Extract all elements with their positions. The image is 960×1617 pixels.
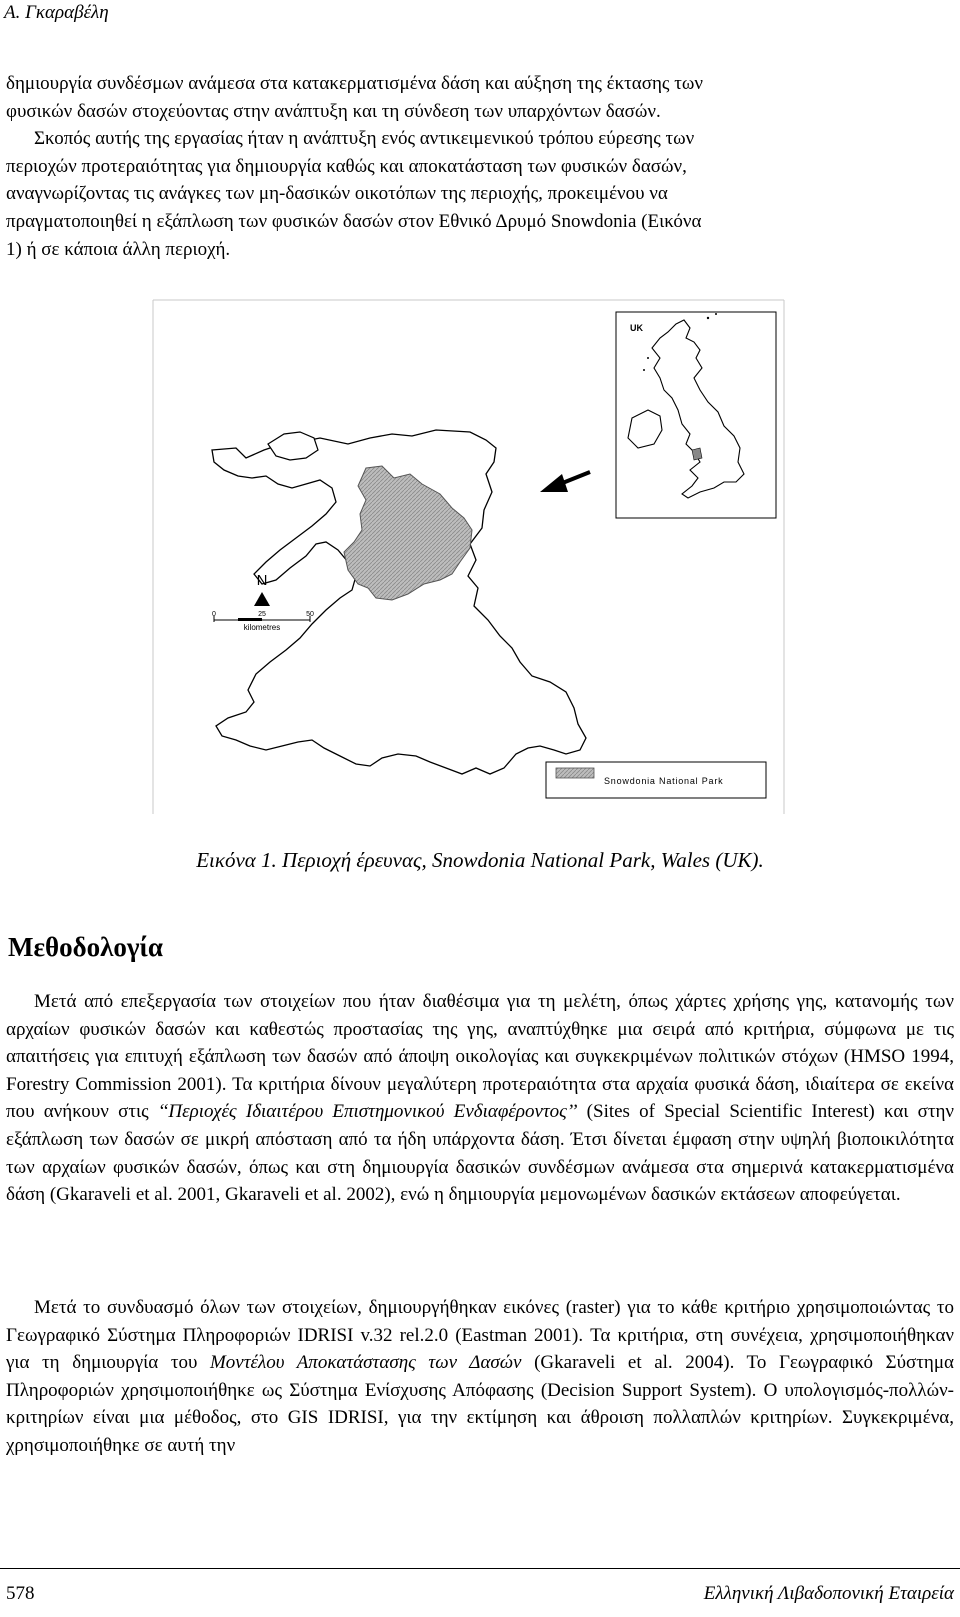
figure-caption: Εικόνα 1. Περιοχή έρευνας, Snowdonia National Park, Wales (UK). bbox=[196, 848, 764, 872]
section-title: Μεθοδολογία bbox=[8, 932, 163, 962]
italic-term: Μοντέλου Αποκατάστασης των Δασών bbox=[209, 1352, 522, 1374]
map-legend bbox=[546, 762, 766, 798]
footer-rule bbox=[0, 1568, 960, 1569]
scale-unit: kilometres bbox=[243, 623, 281, 632]
intro-line: αναγνωρίζοντας τις ανάγκες των μη-δασικών οικοτόπων της περιοχής, προκειμένου να bbox=[6, 183, 668, 205]
methodology-paragraph-1 bbox=[6, 988, 954, 1209]
intro-line: Σκοπός αυτής της εργασίας ήταν η ανάπτυξη ενός αντικειμενικού τρόπου εύρεσης των bbox=[34, 128, 695, 150]
legend-label: Snowdonia National Park bbox=[604, 776, 724, 786]
north-label: N bbox=[256, 572, 268, 589]
scale-tick-25: 25 bbox=[258, 611, 266, 618]
text-run: Μετά από επεξεργασία των στοιχείων που ήταν διαθέσιμα για τη μελέτη, όπως χάρτες χρήσης γης, κατανομής των αρχαίων φυσικών δασών και καθεστώς προστασίας της γης, αναπτύχθηκε μια σειρά από κριτήρια, σύμφωνα με τις απαιτήσεις για επιτυχή εξάπλωση των δασών από άποψη οικολογίας και συγκεκριμένων πολιτικών στόχων (HMSO 1994, Forestry Commission 2001). Τα κριτήρια δίνουν μεγαλύτερη προτεραιότητα στα αρχαία φυσικά δάση, ιδιαίτερα σε εκείνα που ανήκουν στις bbox=[6, 991, 954, 1123]
text-run: Μετά το συνδυασμό όλων των στοιχείων, δημιουργήθηκαν εικόνες (raster) για το κάθε κριτήριο χρησιμοποιώντας το Γεωγραφικό Σύστημα Πληροφοριών IDRISI v.32 rel.2.0 (Eastman 2001). Τα κριτήρια, στη συνέχεια, χρησιμοποιήθηκαν για τη δημιουργία του bbox=[6, 1297, 954, 1374]
text-run: (Sites of Special Scientific Interest) και στην εξάπλωση των δασών σε μικρή απόσταση από τα ήδη υπάρχοντα δάση. Έτσι δίνεται έμφαση στην υψηλή βιοποικιλότητα των αρχαίων φυσικών δασών, όπως και στη δημιουργία δασικών συνδέσμων ανάμεσα στα σημερινά κατακερματισμένα δάση (Gkaraveli et al. 2001, Gkaraveli et al. 2002), ενώ η δημιουργία μεμονωμένων δασικών εκτάσεων αποφεύγεται. bbox=[6, 1101, 955, 1206]
intro-paragraph bbox=[6, 70, 954, 263]
scale-tick-50: 50 bbox=[306, 611, 314, 618]
intro-line: περιοχών προτεραιότητας για δημιουργία καθώς και αποκατάσταση των φυσικών δασών, bbox=[6, 155, 687, 177]
methodology-paragraph-2 bbox=[6, 1294, 954, 1460]
page-number: 578 bbox=[6, 1583, 35, 1604]
north-arrow-icon bbox=[254, 592, 270, 606]
study-area-map bbox=[0, 298, 960, 838]
intro-line: πραγματοποιηθεί η εξάπλωση των φυσικών δασών στον Εθνικό Δρυμό Snowdonia (Εικόνα bbox=[6, 210, 702, 232]
intro-line: 1) ή σε κάποια άλλη περιοχή. bbox=[6, 238, 231, 260]
legend-swatch bbox=[556, 768, 594, 778]
footer-society: Ελληνική Λιβαδοπονική Εταιρεία bbox=[703, 1583, 954, 1604]
text-run: (Gkaraveli et al. 2004). Το Γεωγραφικό Σύστημα Πληροφοριών χρησιμοποιήθηκε ως Σύστημα Ενίσχυσης Απόφασης (Decision Support System). Ο υπολογισμός-πολλών-κριτηρίων είναι μια μέθοδος, στο GIS IDRISI, για την εκτίμηση και άθροιση πολλαπλών κριτηρίων. Συγκεκριμένα, χρησιμοποιήθηκε σε αυτή την bbox=[6, 1352, 954, 1456]
intro-line: δημιουργία συνδέσμων ανάμεσα στα κατακερματισμένα δάση και αύξηση της έκτασης των bbox=[6, 73, 703, 94]
study-area-figure bbox=[0, 298, 960, 838]
italic-term: ‘‘Περιοχές Ιδιαιτέρου Επιστημονικού Ενδιαφέροντος’’ bbox=[157, 1101, 578, 1123]
uk-inset-label: UK bbox=[630, 323, 643, 333]
running-header-author: Α. Γκαραβέλη bbox=[4, 2, 109, 23]
arrow-icon bbox=[540, 472, 590, 492]
uk-inset-map bbox=[616, 312, 776, 518]
scale-tick-0: 0 bbox=[212, 611, 216, 618]
scale-bar bbox=[212, 611, 314, 632]
intro-line: φυσικών δασών στοχεύοντας στην ανάπτυξη και τη σύνδεση των υπαρχόντων δασών. bbox=[6, 100, 661, 122]
